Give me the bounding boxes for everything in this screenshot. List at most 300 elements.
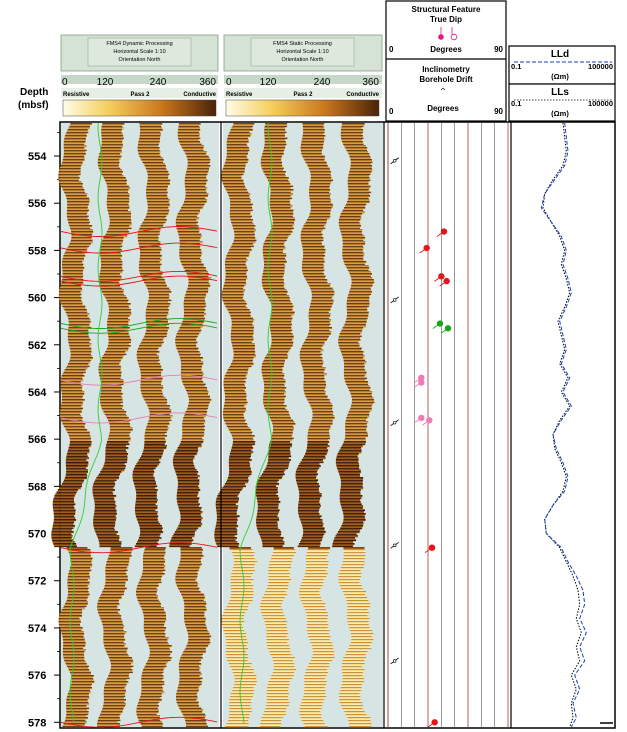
fms-pixel-row (105, 449, 125, 451)
fms-static-track (214, 123, 383, 727)
fms-pixel-row (99, 473, 120, 475)
fms-pixel-row (66, 473, 87, 475)
fms-pixel-row (181, 515, 202, 517)
fms-pixel-row (180, 559, 200, 561)
fms-pixel-row (349, 625, 370, 627)
fms-pixel-row (52, 537, 72, 539)
fms-pixel-row (93, 493, 113, 495)
fms-pixel-row (177, 215, 197, 217)
fms-pixel-row (225, 401, 248, 403)
fms-pixel-row (141, 677, 163, 679)
fms-pixel-row (143, 397, 165, 399)
fms-pixel-row (304, 689, 325, 691)
fms-pixel-row (260, 603, 282, 605)
fms-pixel-row (107, 441, 128, 443)
fms-pixel-row (342, 353, 363, 355)
fms-pixel-row (184, 301, 206, 303)
lls-unit: (Ωm) (551, 109, 569, 118)
fms-pixel-row (62, 269, 83, 271)
fms-pixel-row (231, 589, 253, 591)
fms-pixel-row (145, 635, 165, 637)
structural-subtitle: True Dip (429, 15, 463, 24)
fms-pixel-row (178, 567, 200, 569)
fms-pixel-row (149, 293, 169, 295)
fms-pixel-row (185, 621, 205, 623)
fms-pixel-row (305, 671, 328, 673)
fms-pixel-row (179, 139, 199, 141)
fms-pixel-row (180, 521, 201, 523)
fms-pixel-row (343, 443, 365, 445)
fms-pixel-row (140, 533, 161, 535)
fms-pixel-row (347, 309, 367, 311)
fms-pixel-row (214, 535, 234, 537)
fms-pixel-row (101, 131, 121, 133)
fms-pixel-row (339, 473, 360, 475)
fms-pixel-row (217, 517, 237, 519)
fms-pixel-row (340, 585, 361, 587)
fms-pixel-row (185, 175, 206, 177)
fms-pixel-row (140, 125, 161, 127)
fms-pixel-row (173, 535, 195, 537)
fms-pixel-row (263, 361, 285, 363)
fms-pixel-row (70, 567, 90, 569)
fms-pixel-row (184, 313, 206, 315)
fms-pixel-row (348, 387, 371, 389)
fms-pixel-row (348, 179, 371, 181)
fms-pixel-row (230, 453, 251, 455)
fms-pixel-row (225, 187, 246, 189)
fms-pixel-row (342, 523, 363, 525)
fms-pixel-row (68, 341, 89, 343)
fms-pixel-row (144, 445, 167, 447)
fms-pixel-row (217, 497, 239, 499)
fms-pixel-row (308, 283, 331, 285)
fms-pixel-row (178, 505, 199, 507)
fms-pixel-row (264, 359, 285, 361)
fms-pixel-row (179, 589, 199, 591)
structural-max: 90 (494, 45, 503, 54)
fms-pixel-row (66, 705, 86, 707)
fms-pixel-row (234, 233, 254, 235)
fms-pixel-row (67, 365, 90, 367)
fms-pixel-row (336, 461, 358, 463)
fms-pixel-row (301, 143, 323, 145)
fms-pixel-row (221, 173, 243, 175)
fms-pixel-row (302, 537, 323, 539)
fms-pixel-row (352, 281, 375, 283)
fms-pixel-row (69, 447, 89, 449)
fms-pixel-row (267, 643, 290, 645)
fms-pixel-row (188, 631, 209, 633)
fms-pixel-row (133, 473, 154, 475)
fms-pixel-row (63, 643, 86, 645)
fms-pixel-row (231, 341, 251, 343)
fms-pixel-row (216, 501, 238, 503)
fms-pixel-row (108, 439, 131, 441)
fms-pixel-row (66, 455, 87, 457)
fms-pixel-row (180, 327, 201, 329)
fms-pixel-row (180, 143, 202, 145)
fms-pixel-row (69, 343, 92, 345)
fms-pixel-row (335, 537, 356, 539)
fms-pixel-row (144, 281, 165, 283)
fms-pixel-row (229, 715, 250, 717)
fms-pixel-row (187, 167, 209, 169)
fms-pixel-row (147, 639, 168, 641)
fms-pixel-row (269, 681, 290, 683)
fms-pixel-row (270, 207, 290, 209)
fms-pixel-row (270, 301, 291, 303)
fms-pixel-row (216, 543, 239, 545)
fms-pixel-row (231, 587, 253, 589)
fms-pixel-row (228, 427, 250, 429)
fms-pixel-row (177, 493, 198, 495)
fms-pixel-row (141, 389, 162, 391)
fms-pixel-row (105, 683, 127, 685)
fms-pixel-row (348, 183, 369, 185)
fms-pixel-row (184, 607, 206, 609)
fms-pixel-row (98, 475, 120, 477)
fms-pixel-row (309, 167, 330, 169)
fms-pixel-row (349, 411, 370, 413)
fms-pixel-row (60, 287, 82, 289)
fms-pixel-row (299, 709, 321, 711)
fms-pixel-row (344, 549, 365, 551)
fms-pixel-row (272, 305, 294, 307)
fms-pixel-row (188, 161, 210, 163)
fms-pixel-row (341, 213, 363, 215)
fms-pixel-row (302, 719, 324, 721)
fms-pixel-row (66, 197, 89, 199)
fms-pixel-row (174, 467, 195, 469)
fms-pixel-row (61, 377, 82, 379)
fms-pixel-row (339, 223, 360, 225)
fms-pixel-row (108, 209, 128, 211)
fms-pixel-row (148, 179, 171, 181)
dip-point (418, 415, 424, 421)
fms-pixel-row (140, 529, 162, 531)
fms-pixel-row (93, 521, 115, 523)
dip-track-bg (385, 123, 510, 727)
fms-pixel-row (143, 565, 165, 567)
fms-pixel-row (300, 519, 322, 521)
fms-pixel-row (97, 721, 117, 723)
fms-pixel-row (182, 439, 204, 441)
fms-pixel-row (263, 151, 284, 153)
fms-pixel-row (99, 717, 120, 719)
fms-pixel-row (263, 255, 286, 257)
fms-pixel-row (146, 285, 167, 287)
fms-pixel-row (306, 559, 328, 561)
fms-pixel-row (307, 281, 327, 283)
fms-pixel-row (109, 305, 129, 307)
fms-pixel-row (144, 631, 164, 633)
fms-pixel-row (307, 615, 328, 617)
fms-pixel-row (266, 631, 288, 633)
fms-pixel-row (303, 695, 326, 697)
fms-pixel-row (344, 517, 365, 519)
fms-pixel-row (306, 451, 328, 453)
resistivity-track (541, 123, 613, 727)
fms-pixel-row (135, 503, 155, 505)
fms-pixel-row (138, 145, 158, 147)
fms-pixel-row (106, 577, 128, 579)
fms-pixel-row (267, 703, 287, 705)
fms-pixel-row (133, 477, 155, 479)
fms-pixel-row (142, 339, 162, 341)
fms-pixel-row (101, 263, 122, 265)
fms-pixel-row (263, 377, 284, 379)
fms-pixel-row (146, 309, 169, 311)
fms-pixel-row (267, 587, 288, 589)
fms-pixel-row (348, 623, 369, 625)
fms-pixel-row (225, 609, 248, 611)
fms-pixel-row (184, 267, 206, 269)
fms-pixel-row (345, 433, 368, 435)
fms-pixel-row (227, 191, 248, 193)
fms-pixel-row (231, 591, 253, 593)
fms-pixel-row (343, 243, 365, 245)
fms-pixel-row (185, 187, 207, 189)
fms-pixel-row (227, 253, 249, 255)
fms-pixel-row (188, 635, 211, 637)
fms-pixel-row (227, 659, 247, 661)
fms-pixel-row (107, 559, 129, 561)
fms-pixel-row (261, 601, 282, 603)
fms-pixel-row (270, 347, 291, 349)
fms-pixel-row (272, 307, 293, 309)
fms-pixel-row (347, 609, 367, 611)
fms-pixel-row (136, 709, 159, 711)
fms-pixel-row (59, 617, 80, 619)
fms-pixel-row (177, 489, 200, 491)
fms-pixel-row (224, 405, 244, 407)
fms-pixel-row (232, 435, 255, 437)
fms-pixel-row (188, 165, 211, 167)
fms-pixel-row (345, 425, 367, 427)
fms-pixel-row (342, 681, 364, 683)
fms-pixel-row (61, 485, 82, 487)
fms-pixel-row (177, 499, 199, 501)
fms-pixel-row (186, 721, 206, 723)
fms-pixel-row (63, 373, 84, 375)
fms-pixel-row (306, 337, 328, 339)
fms-pixel-row (260, 609, 282, 611)
fms-pixel-row (308, 217, 329, 219)
fms-pixel-row (184, 715, 206, 717)
fms-pixel-row (179, 353, 201, 355)
fms-pixel-row (176, 583, 198, 585)
fms-pixel-row (255, 489, 277, 491)
fms-pixel-row (100, 713, 120, 715)
fms-pixel-row (100, 169, 122, 171)
fms-pixel-row (265, 291, 288, 293)
fms-pixel-row (256, 491, 279, 493)
fms-pixel-row (302, 155, 325, 157)
fms-pixel-row (266, 237, 287, 239)
fms-pixel-row (177, 585, 197, 587)
fms-pixel-row (99, 613, 120, 615)
fms-pixel-row (175, 579, 195, 581)
fms-pixel-row (234, 237, 255, 239)
fms-pixel-row (107, 301, 127, 303)
fms-pixel-row (264, 389, 285, 391)
fms-pixel-row (301, 703, 322, 705)
fms-pixel-row (150, 653, 171, 655)
fms-pixel-row (341, 351, 363, 353)
fms-pixel-row (263, 169, 284, 171)
fms-pixel-row (311, 203, 333, 205)
fms-pixel-row (262, 277, 283, 279)
fms-pixel-row (177, 703, 198, 705)
fms-pixel-row (62, 187, 83, 189)
fms-pixel-row (226, 159, 249, 161)
fms-pixel-row (63, 481, 83, 483)
fms-pixel-row (181, 145, 204, 147)
fms-pixel-row (262, 717, 284, 719)
fms-pixel-row (303, 383, 326, 385)
fms-static-title: FMS4 Static Processing (273, 41, 332, 47)
drift-point (393, 544, 396, 547)
fms-pixel-row (342, 509, 365, 511)
fms-pixel-row (270, 559, 293, 561)
fms-pixel-row (309, 325, 329, 327)
fms-pixel-row (344, 145, 366, 147)
fms-pixel-row (268, 413, 290, 415)
fms-pixel-row (144, 441, 165, 443)
fms-pixel-row (262, 615, 284, 617)
fms-pixel-row (343, 327, 364, 329)
fms-pixel-row (175, 469, 197, 471)
fms-pixel-row (105, 647, 128, 649)
fms-pixel-row (141, 675, 163, 677)
fms-pixel-row (230, 199, 251, 201)
fms-pixel-row (274, 661, 296, 663)
fms-pixel-row (344, 367, 364, 369)
fms-pixel-row (53, 525, 75, 527)
fms-pixel-row (107, 653, 127, 655)
fms-pixel-row (145, 217, 165, 219)
fms-pixel-row (139, 139, 160, 141)
fms-pixel-row (307, 219, 327, 221)
fms-pixel-row (232, 127, 252, 129)
fms-pixel-row (272, 337, 294, 339)
fms-pixel-row (64, 371, 86, 373)
fms-pixel-row (309, 195, 330, 197)
fms-pixel-row (106, 181, 127, 183)
fms-pixel-row (346, 203, 366, 205)
fms-pixel-row (64, 145, 87, 147)
fms-pixel-row (299, 491, 319, 493)
fms-pixel-row (265, 621, 287, 623)
fms-pixel-row (303, 123, 325, 125)
fms-pixel-row (102, 173, 122, 175)
fms-pixel-row (140, 343, 162, 345)
fms-pixel-row (216, 505, 238, 507)
fms-pixel-row (264, 387, 286, 389)
fms-pixel-row (53, 499, 74, 501)
fms-pixel-row (179, 509, 200, 511)
fms-pixel-row (180, 239, 200, 241)
fms-pixel-row (177, 497, 200, 499)
fms-pixel-row (262, 541, 284, 543)
fms-pixel-row (310, 171, 331, 173)
fms-pixel-row (351, 161, 373, 163)
fms-pixel-row (101, 257, 121, 259)
fms-pixel-row (351, 395, 372, 397)
fms-pixel-row (350, 643, 370, 645)
fms-pixel-row (340, 495, 363, 497)
fms-pixel-row (100, 399, 122, 401)
fms-pixel-row (177, 347, 199, 349)
fms-pixel-row (347, 267, 369, 269)
fms-pixel-row (104, 465, 126, 467)
fms-pixel-row (108, 211, 131, 213)
fms-pixel-row (303, 527, 325, 529)
fms-pixel-row (231, 219, 253, 221)
fms-pixel-row (311, 175, 331, 177)
fms-pixel-row (105, 461, 127, 463)
fms-pixel-row (64, 605, 87, 607)
fms-pixel-row (144, 335, 166, 337)
fms-pixel-row (264, 405, 287, 407)
fms-pixel-row (101, 619, 122, 621)
fms-pixel-row (341, 487, 364, 489)
fms-pixel-row (344, 515, 365, 517)
fms-pixel-row (341, 503, 362, 505)
fms-pixel-row (110, 219, 131, 221)
fms-pixel-row (215, 539, 236, 541)
fms-pixel-row (98, 165, 119, 167)
fms-pixel-row (224, 163, 245, 165)
fms-pixel-row (227, 657, 249, 659)
fms-pixel-row (234, 683, 256, 685)
fms-pixel-row (232, 343, 255, 345)
fms-pixel-row (348, 293, 371, 295)
fms-pixel-row (146, 315, 167, 317)
fms-pixel-row (339, 529, 360, 531)
fms-pixel-row (232, 223, 254, 225)
fms-pixel-row (299, 515, 322, 517)
fms-pixel-row (63, 255, 85, 257)
fms-pixel-row (148, 173, 170, 175)
fms-pixel-row (261, 599, 283, 601)
fms-pixel-row (140, 535, 160, 537)
fms-pixel-row (69, 361, 90, 363)
fms-pixel-row (143, 569, 165, 571)
fms-pixel-row (215, 527, 236, 529)
fms-pixel-row (350, 407, 372, 409)
fms-static-header (224, 35, 382, 116)
fms-pixel-row (66, 311, 88, 313)
fms-pixel-row (144, 617, 166, 619)
fms-pixel-row (140, 531, 163, 533)
fms-pixel-row (148, 177, 168, 179)
fms-pixel-row (303, 251, 325, 253)
fms-pixel-row (187, 157, 209, 159)
fms-pixel-row (104, 645, 124, 647)
fms-pixel-row (138, 701, 159, 703)
fms-pixel-row (263, 471, 284, 473)
fms-pixel-row (178, 479, 200, 481)
fms-pixel-row (232, 569, 255, 571)
fms-pixel-row (305, 339, 327, 341)
fms-pixel-row (137, 519, 158, 521)
fms-pixel-row (307, 551, 329, 553)
fms-pixel-row (341, 567, 364, 569)
fms-pixel-row (303, 367, 326, 369)
fms-pixel-row (340, 501, 361, 503)
